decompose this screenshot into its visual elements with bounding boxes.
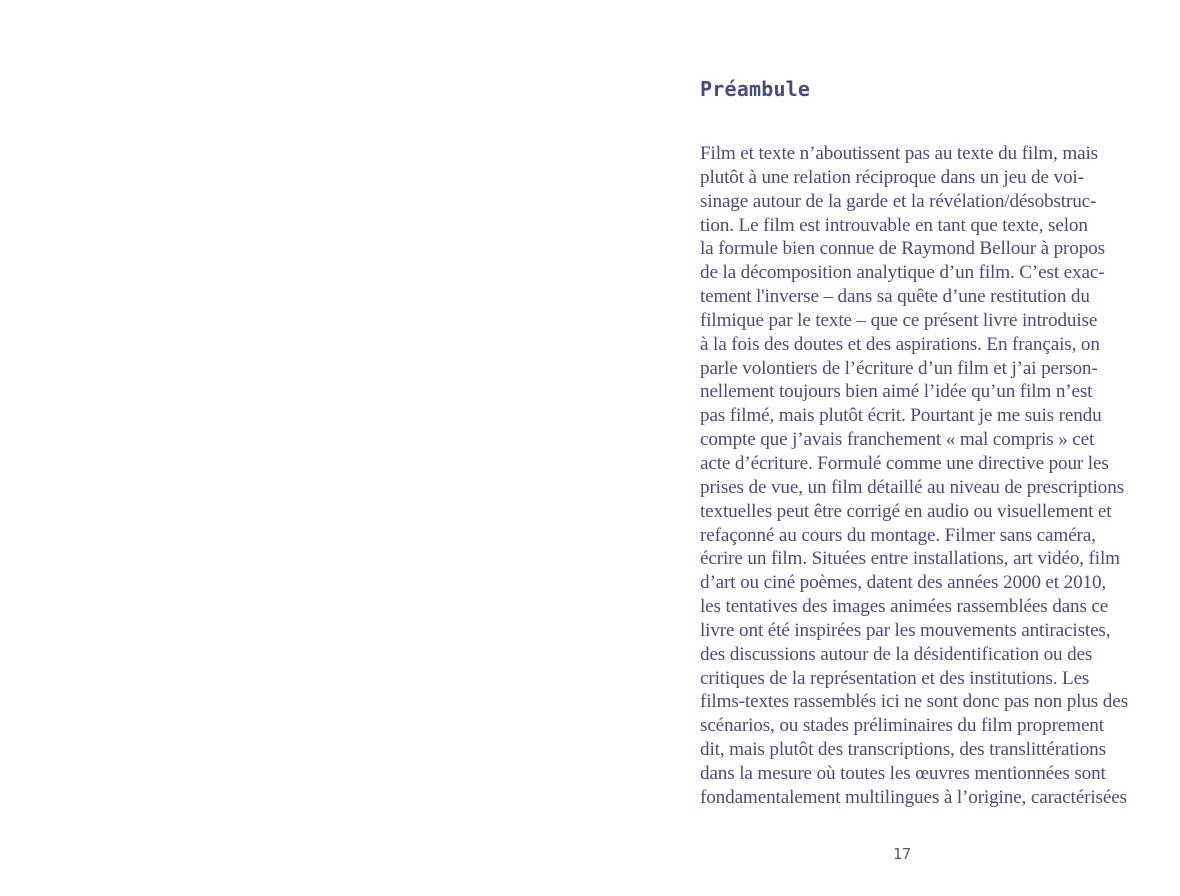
text-line: compte que j’avais franchement « mal compris » cet	[700, 429, 1095, 451]
text-line: pas filmé, mais plutôt écrit. Pourtant je me suis rendu	[700, 405, 1102, 427]
text-line: fondamentalement multilingues à l’origine, caractérisées	[700, 786, 1127, 808]
text-line: la formule bien connue de Raymond Bellour à propos	[700, 238, 1105, 260]
text-line: écrire un film. Situées entre installations, art vidéo, film	[700, 548, 1120, 570]
page-number: 17	[892, 845, 912, 863]
body-text	[700, 142, 1140, 810]
text-line: tion. Le film est introuvable en tant que texte, selon	[700, 214, 1088, 236]
text-line: dans la mesure où toutes les œuvres mentionnées sont	[700, 762, 1106, 784]
text-line: prises de vue, un film détaillé au niveau de prescriptions	[700, 476, 1124, 498]
text-line: livre ont été inspirées par les mouvements antiracistes,	[700, 619, 1111, 641]
text-line: plutôt à une relation réciproque dans un jeu de voi-	[700, 166, 1084, 188]
text-line: des discussions autour de la désidentification ou des	[700, 643, 1093, 665]
text-line: acte d’écriture. Formulé comme une directive pour les	[700, 452, 1109, 474]
text-line: scénarios, ou stades préliminaires du film proprement	[700, 715, 1104, 737]
text-line: de la décomposition analytique d’un film. C’est exac-	[700, 262, 1105, 284]
text-line: films-textes rassemblés ici ne sont donc pas non plus des	[700, 691, 1128, 713]
text-line: nellement toujours bien aimé l’idée qu’un film n’est	[700, 381, 1093, 403]
text-line: critiques de la représentation et des institutions. Les	[700, 667, 1090, 689]
text-line: tement l'inverse – dans sa quête d’une restitution du	[700, 286, 1090, 308]
text-line: refaçonné au cours du montage. Filmer sans caméra,	[700, 524, 1096, 546]
text-line: Film et texte n’aboutissent pas au texte du film, mais	[700, 143, 1098, 164]
text-line: les tentatives des images animées rassemblées dans ce	[700, 596, 1109, 618]
text-line: d’art ou ciné poèmes, datent des années 2000 et 2010,	[700, 572, 1107, 594]
text-line: parle volontiers de l’écriture d’un film et j’ai person-	[700, 357, 1098, 379]
text-line: sinage autour de la garde et la révélation/désobstruc-	[700, 190, 1097, 212]
text-line: dit, mais plutôt des transcriptions, des translittérations	[700, 739, 1106, 761]
text-line: textuelles peut être corrigé en audio ou visuellement et	[700, 500, 1112, 522]
text-line: à la fois des doutes et des aspirations. En français, on	[700, 333, 1100, 355]
text-line: filmique par le texte – que ce présent livre introduise	[700, 309, 1098, 331]
page-title: Préambule	[700, 77, 811, 102]
